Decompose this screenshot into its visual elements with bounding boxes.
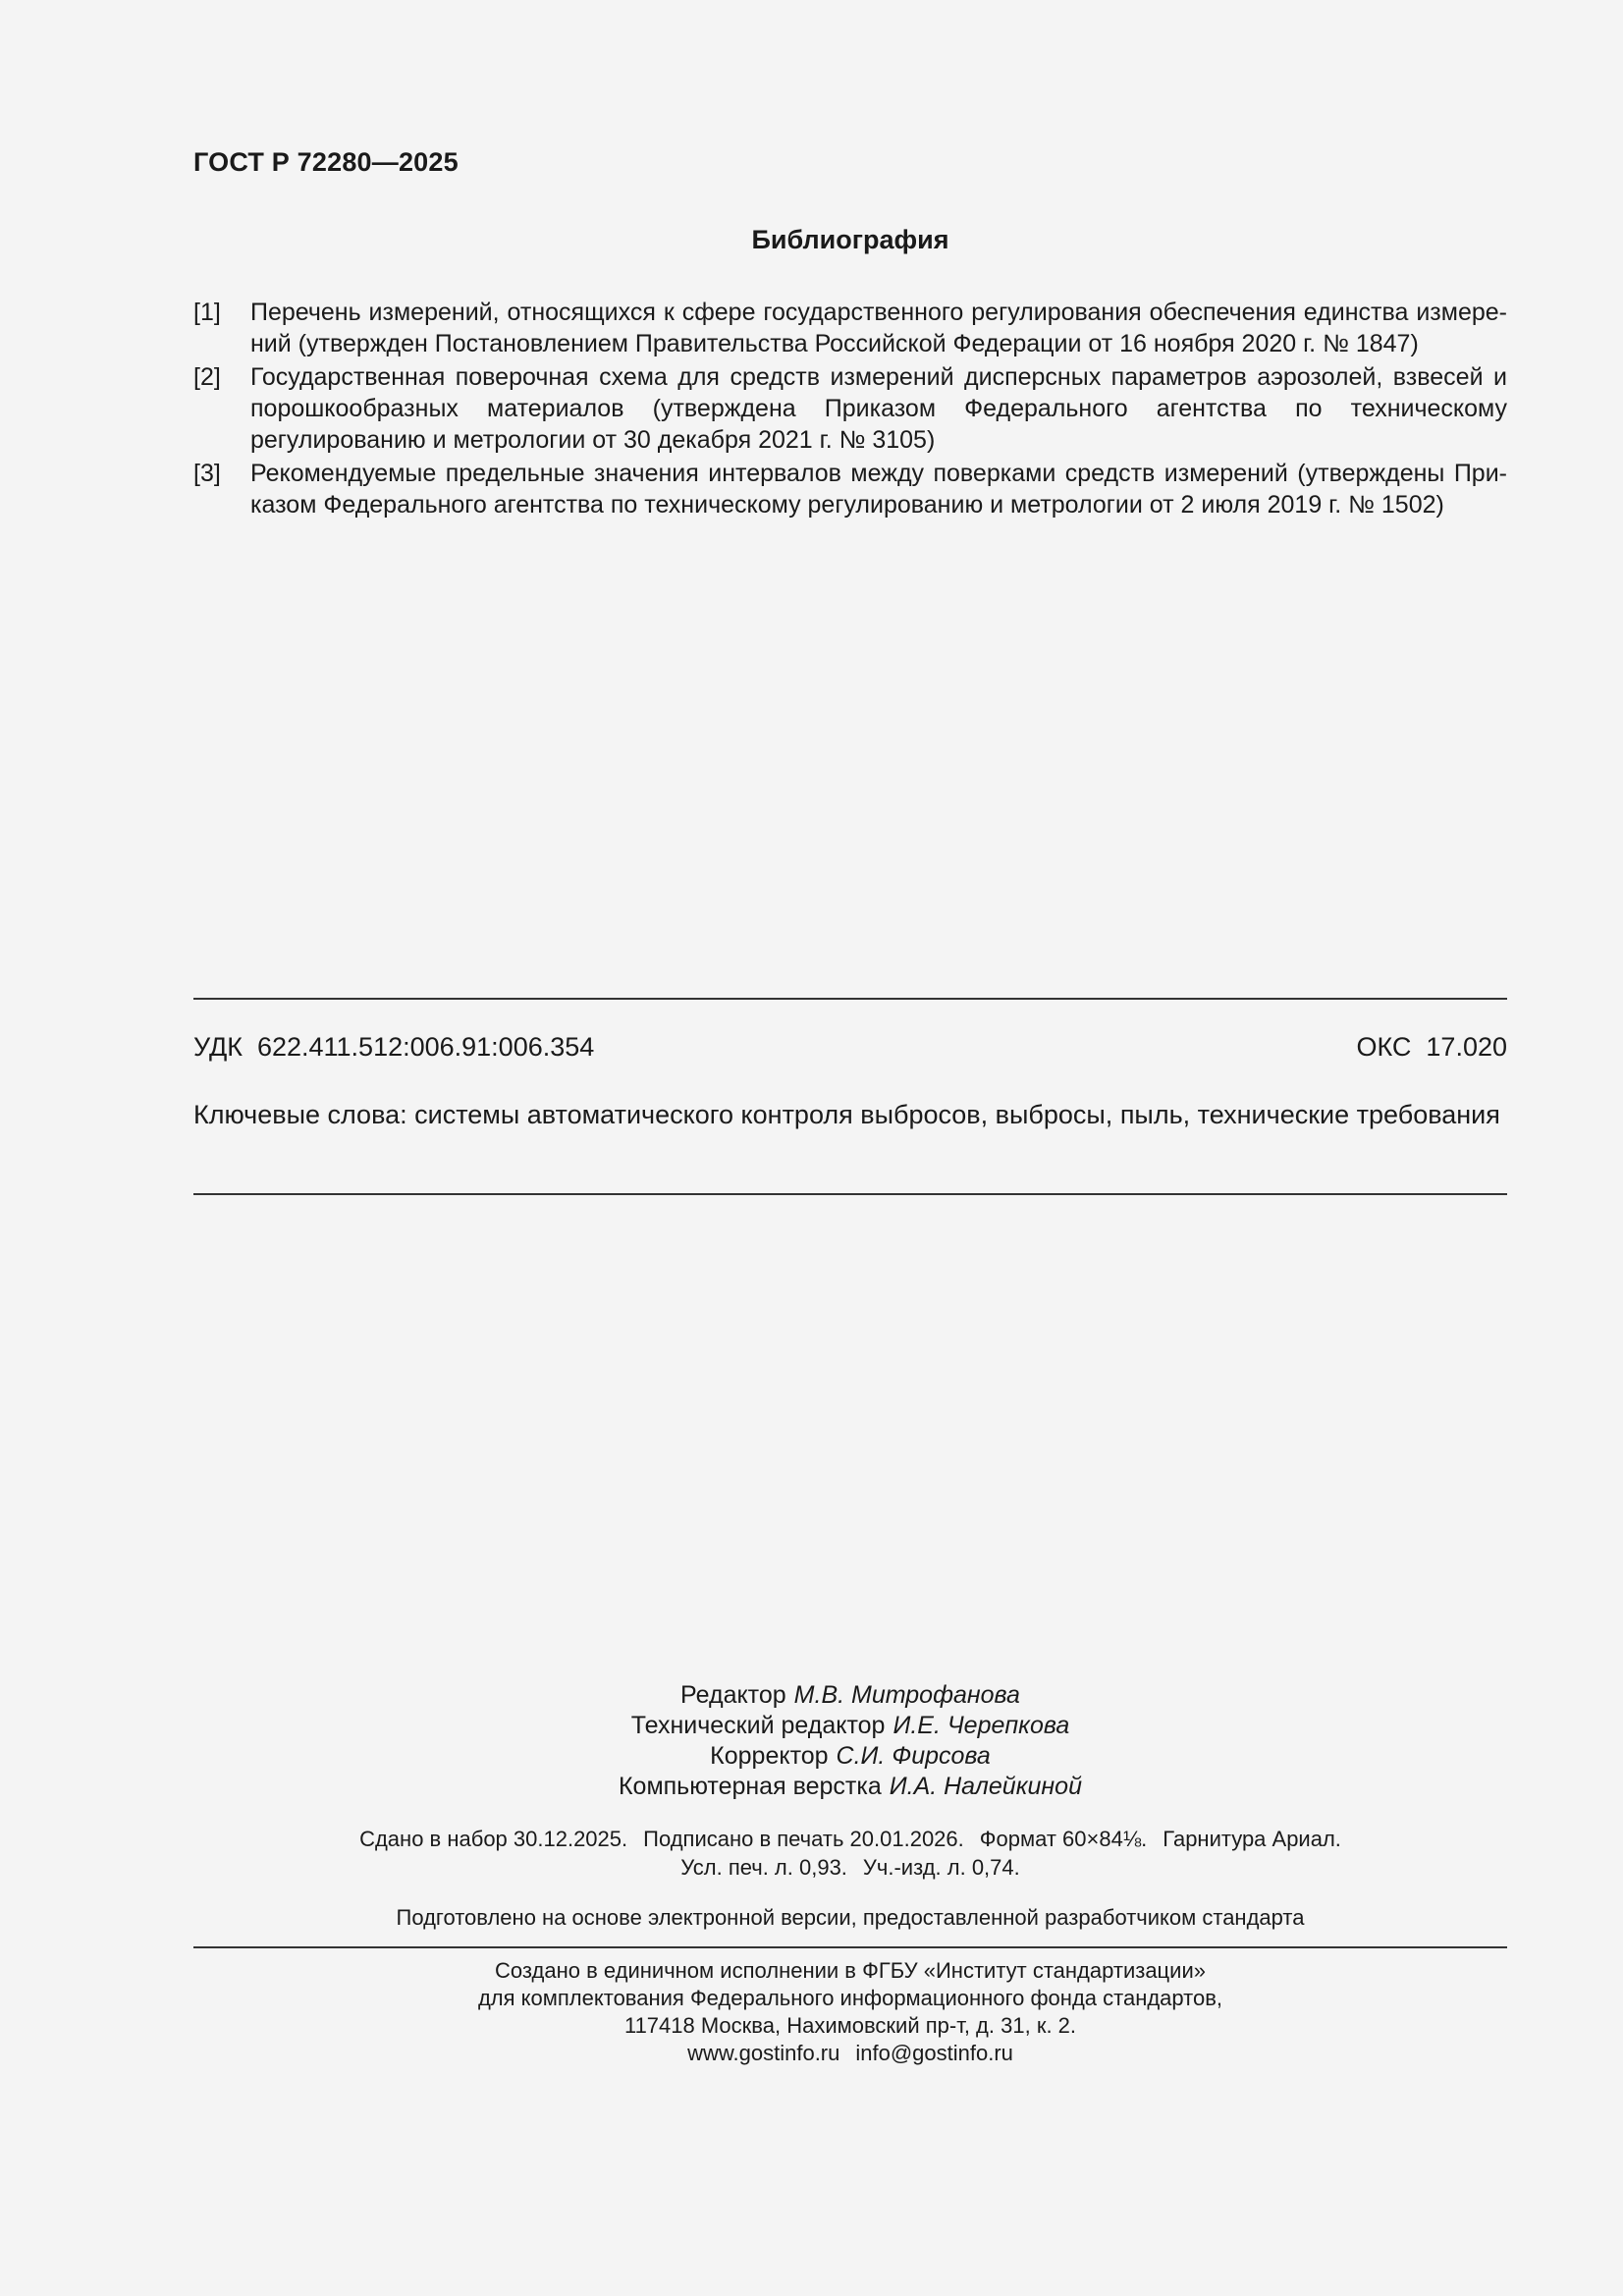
imprint-print-sheets: Усл. печ. л. 0,93. <box>680 1855 847 1880</box>
bibliography-item-text: Рекомендуемые предельные значения интервалов между поверками средств измерений (утверждены Приказом Федерального агентства по техническому регулированию и метрологии от 2 июля 2019 г. № 1502) <box>250 460 1507 519</box>
bibliography-item-text: Перечень измерений, относящихся к сфере государственного регулирования обеспечения единства измерений (утвержден Постановлением Правительства Российской Федерации от 16 ноября 2020 г. № 1847) <box>250 299 1507 357</box>
credit-role: Корректор <box>710 1742 829 1770</box>
credit-name: М.В. Митрофанова <box>793 1681 1020 1709</box>
oks-code: ОКС 17.020 <box>1356 1032 1507 1062</box>
prepared-note: Подготовлено на основе электронной версии, предоставленной разработчиком стандарта <box>396 1905 1305 1930</box>
bibliography-title: Библиография <box>751 225 949 254</box>
udk-code: УДК 622.411.512:006.91:006.354 <box>193 1032 595 1062</box>
credit-line <box>193 1711 1507 1741</box>
publisher-website-link[interactable]: www.gostinfo.ru <box>687 2041 840 2065</box>
credit-line <box>193 1741 1507 1772</box>
keywords: Ключевые слова: системы автоматического контроля выбросов, выбросы, пыль, технические требования <box>193 1100 1500 1129</box>
imprint-typeface: Гарнитура Ариал. <box>1163 1827 1341 1851</box>
publisher-email-link[interactable]: info@gostinfo.ru <box>855 2041 1013 2065</box>
credit-role: Технический редактор <box>630 1712 886 1739</box>
bibliography-item <box>193 458 1507 520</box>
credit-name: И.А. Налейкиной <box>889 1773 1082 1800</box>
publisher-line: Создано в единичном исполнении в ФГБУ «Институт стандартизации» <box>495 1958 1206 1983</box>
imprint-line-1 <box>193 1825 1507 1853</box>
imprint-pub-sheets: Уч.-изд. л. 0,74. <box>862 1855 1020 1880</box>
publisher-info <box>193 1957 1507 2067</box>
bibliography-item <box>193 361 1507 456</box>
imprint-line-2 <box>193 1853 1507 1882</box>
classification-top-divider <box>193 998 1507 1000</box>
credit-role: Компьютерная верстка <box>618 1773 882 1800</box>
credits <box>193 1680 1507 1802</box>
imprint <box>193 1825 1507 1882</box>
publisher-divider <box>193 1946 1507 1948</box>
document-code: ГОСТ Р 72280—2025 <box>193 147 459 177</box>
bibliography-item-number: [1] <box>193 299 221 326</box>
credit-line <box>193 1680 1507 1711</box>
credit-name: И.Е. Черепкова <box>893 1712 1070 1739</box>
publisher-contacts <box>193 2040 1507 2067</box>
bibliography-list <box>193 297 1507 522</box>
credit-name: С.И. Фирсова <box>836 1742 991 1770</box>
bibliography-item <box>193 297 1507 359</box>
imprint-signed: Подписано в печать 20.01.2026. <box>643 1827 964 1851</box>
publisher-line: для комплектования Федерального информационного фонда стандартов, <box>477 1986 1223 2010</box>
classification-bottom-divider <box>193 1193 1507 1195</box>
bibliography-item-text: Государственная поверочная схема для средств измерений дисперсных параметров аэрозолей, взвесей и порошкообразных материалов (утверждена Приказом Федерального агентства по техническому регулированию и метрологии от 30 декабря 2021 г. № 3105) <box>250 363 1507 454</box>
credit-line <box>193 1772 1507 1802</box>
publisher-address: 117418 Москва, Нахимовский пр-т, д. 31, к. 2. <box>623 2013 1077 2038</box>
bibliography-item-number: [3] <box>193 460 221 487</box>
classification-row <box>193 1031 1507 1063</box>
imprint-sent: Сдано в набор 30.12.2025. <box>359 1827 628 1851</box>
credit-role: Редактор <box>680 1681 786 1709</box>
imprint-format: Формат 60×84⅛. <box>979 1827 1148 1851</box>
bibliography-item-number: [2] <box>193 363 221 391</box>
